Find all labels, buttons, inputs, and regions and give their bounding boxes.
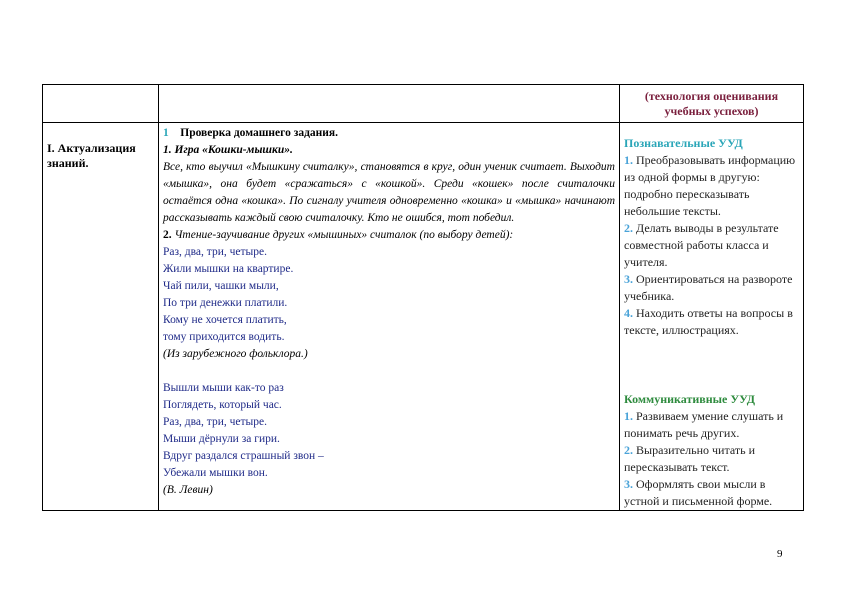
poem-line: Поглядеть, который час.: [163, 399, 282, 411]
header-cell-content: [159, 85, 620, 123]
homework-heading: [163, 125, 615, 142]
ud-item-text: Выразительно читать и пересказывать текст.: [624, 443, 756, 474]
poem-line: Жили мышки на квартире.: [163, 263, 294, 275]
communicative-ud-list: [624, 408, 799, 510]
ud-item-number: 3.: [624, 272, 636, 286]
ud-item: [624, 408, 799, 442]
game-title: 1. Игра «Кошки-мышки».: [163, 144, 293, 156]
ud-item-text: Находить ответы на вопросы в тексте, иллюстрациях.: [624, 306, 793, 337]
communicative-ud-title: Коммуникативные УУД: [624, 392, 756, 406]
cognitive-ud-list: [624, 152, 799, 339]
cognitive-ud-title: Познавательные УУД: [624, 136, 743, 150]
poem-line: Вышли мыши как-то раз: [163, 382, 284, 394]
header-cell-assessment: [620, 85, 804, 123]
poem-2-source: (В. Левин): [163, 484, 213, 496]
reading-title: 2. Чтение-заучивание других «мышиных» считалок (по выбору детей):: [163, 229, 514, 241]
assessment-technology-label: (технология оценивания учебных успехов): [644, 89, 779, 118]
game-description: Все, кто выучил «Мышкину считалку», становятся в круг, один ученик считает. Выходит «мышка», она будет «сражаться» с «кошкой». Среди «кошек» после считалочки остаётся одна «кошка». По сигналу учителя одновременно «кошка» и «мышка» начинают рассказывать каждый свою считалочку. Кто не ошибся, тот победил.: [163, 161, 615, 224]
homework-title: Проверка домашнего задания.: [180, 127, 338, 139]
ud-item-text: Делать выводы в результате совместной работы класса и учителя.: [624, 221, 779, 269]
poem-line: Убежали мышки вон.: [163, 467, 268, 479]
body-row: [43, 123, 804, 511]
poem-line: Вдруг раздался страшный звон –: [163, 450, 324, 462]
poem-line: Чай пили, чашки мыли,: [163, 280, 279, 292]
poem-line: Кому не хочется платить,: [163, 314, 287, 326]
stage-cell: [43, 123, 159, 511]
ud-item: [624, 220, 799, 271]
ud-item: [624, 442, 799, 476]
ud-item: [624, 152, 799, 220]
poem-1: [163, 244, 615, 346]
ud-item: [624, 305, 799, 339]
ud-item-text: Ориентироваться на развороте учебника.: [624, 272, 793, 303]
activity-cell: [159, 123, 620, 511]
ud-item-number: 1.: [624, 409, 636, 423]
ud-item-number: 1.: [624, 153, 636, 167]
poem-line: Раз, два, три, четыре.: [163, 416, 267, 428]
ud-item-number: 3.: [624, 477, 636, 491]
page-number: 9: [777, 548, 783, 560]
ud-item-number: 2.: [624, 443, 636, 457]
poem-line: По три денежки платили.: [163, 297, 288, 309]
ud-item: [624, 271, 799, 305]
poem-1-source: (Из зарубежного фольклора.): [163, 348, 308, 360]
ud-cell: [620, 123, 804, 511]
poem-line: тому приходится водить.: [163, 331, 285, 343]
poem-line: Раз, два, три, четыре.: [163, 246, 267, 258]
ud-item-text: Развиваем умение слушать и понимать речь других.: [624, 409, 784, 440]
ud-item-text: Оформлять свои мысли в устной и письменной форме.: [624, 477, 773, 508]
lesson-table: [42, 84, 804, 511]
poem-line: Мыши дёрнули за гири.: [163, 433, 280, 445]
homework-number: 1: [163, 127, 169, 139]
ud-item: [624, 476, 799, 510]
ud-item-number: 2.: [624, 221, 636, 235]
poem-2: [163, 380, 615, 482]
header-cell-stage: [43, 85, 159, 123]
ud-item-number: 4.: [624, 306, 636, 320]
header-row: [43, 85, 804, 123]
stage-title: I. Актуализация знаний.: [47, 141, 136, 170]
ud-item-text: Преобразовывать информацию из одной формы в другую: подробно пересказывать небольшие тексты.: [624, 153, 796, 218]
